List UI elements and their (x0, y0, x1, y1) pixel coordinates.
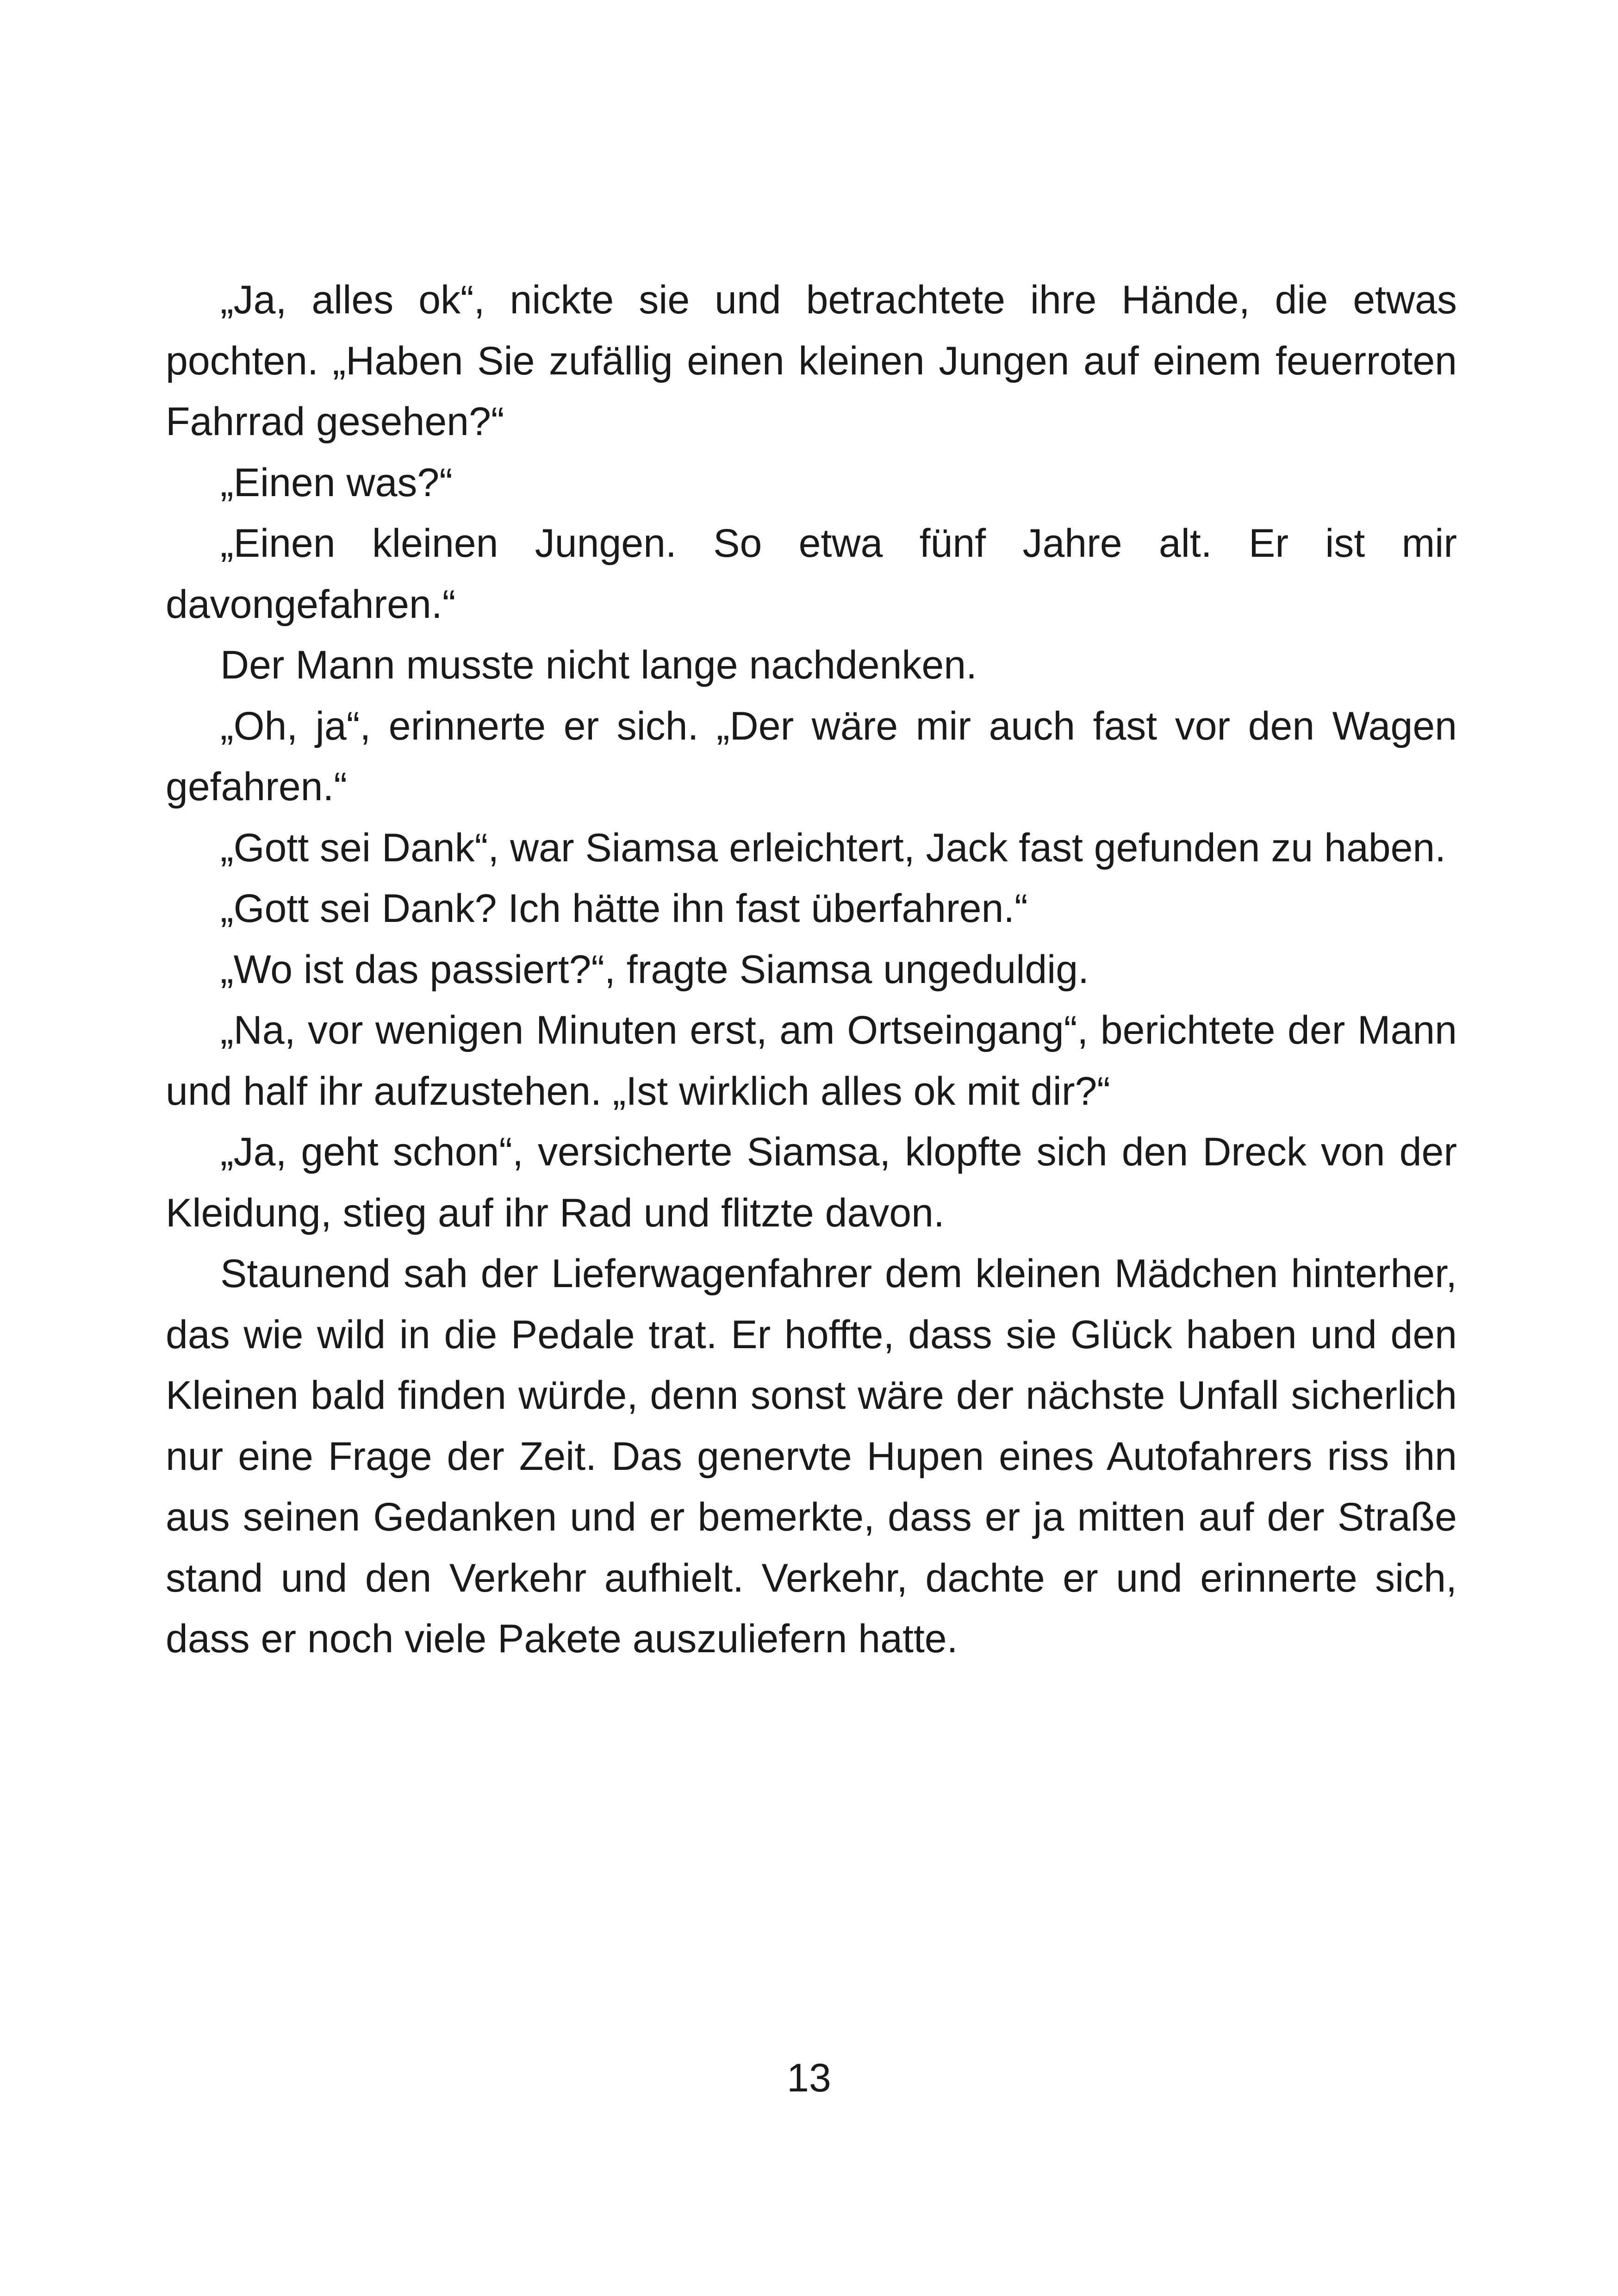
paragraph: Staunend sah der Lieferwagenfahrer dem kleinen Mädchen hinterher, das wie wild in die Pedale trat. Er hoffte, dass sie Glück haben und den Kleinen bald finden würde, denn sonst wäre der nächste Unfall sicherlich nur eine Frage der Zeit. Das genervte Hupen eines Autofahrers riss ihn aus seinen Gedanken und er bemerkte, dass er ja mitten auf der Straße stand und den Verkehr aufhielt. Verkehr, dachte er und erinnerte sich, dass er noch viele Pakete auszuliefern hatte. (166, 1251, 1457, 1661)
paragraph: „Wo ist das passiert?“, fragte Siamsa ungeduldig. (220, 947, 1089, 992)
paragraph: „Oh, ja“, erinnerte er sich. „Der wäre mir auch fast vor den Wagen gefahren.“ (166, 703, 1457, 809)
paragraph: „Einen kleinen Jungen. So etwa fünf Jahre alt. Er ist mir davongefahren.“ (166, 521, 1457, 627)
paragraph: Der Mann musste nicht lange nachdenken. (220, 643, 977, 687)
paragraph: „Ja, geht schon“, versicherte Siamsa, klopfte sich den Dreck von der Kleidung, stieg auf ihr Rad und flitzte davon. (166, 1130, 1457, 1235)
paragraph: „Gott sei Dank“, war Siamsa erleichtert, Jack fast gefunden zu haben. (220, 825, 1446, 870)
body-text (166, 270, 1457, 1670)
paragraph: „Gott sei Dank? Ich hätte ihn fast überfahren.“ (220, 886, 1028, 931)
paragraph: „Einen was?“ (220, 460, 453, 505)
paragraph: „Ja, alles ok“, nickte sie und betrachtete ihre Hände, die etwas pochten. „Haben Sie zufällig einen kleinen Jungen auf einem feuerroten Fahrrad gesehen?“ (166, 278, 1457, 444)
paragraph: „Na, vor wenigen Minuten erst, am Ortseingang“, berichtete der Mann und half ihr aufzustehen. „Ist wirklich alles ok mit dir?“ (166, 1008, 1457, 1114)
page-number: 13 (787, 2056, 831, 2100)
